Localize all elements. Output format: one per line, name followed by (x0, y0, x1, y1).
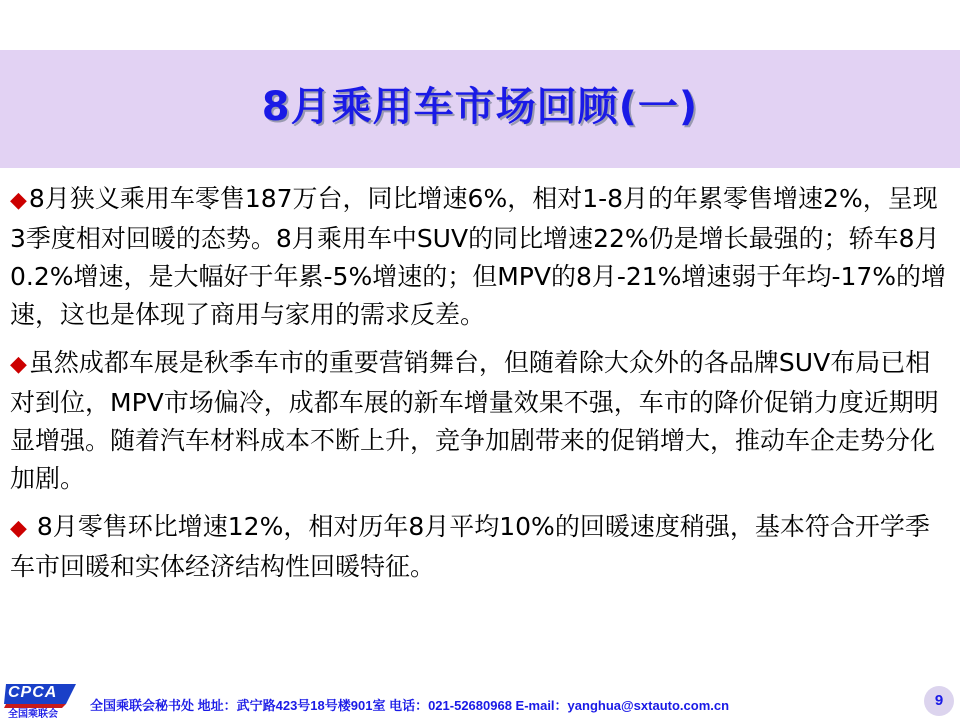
diamond-bullet-icon: ◆ (10, 516, 27, 541)
logo-text: CPCA (8, 684, 58, 701)
slide-body (10, 180, 950, 596)
diamond-bullet-icon: ◆ (10, 352, 27, 377)
page-number: 9 (924, 686, 954, 716)
paragraph-3 (10, 508, 950, 586)
footer-contact: 全国乘联会秘书处 地址：武宁路423号18号楼901室 电话：021-52680968 E-mail：yanghua@sxtauto.com.cn (90, 698, 730, 713)
paragraph-1 (10, 180, 950, 334)
paragraph-text: 8月零售环比增速12%，相对历年8月平均10%的回暖速度稍强，基本符合开学季车市回暖和实体经济结构性回暖特征。 (10, 512, 930, 581)
paragraph-2 (10, 344, 950, 498)
paragraph-text: 8月狭义乘用车零售187万台，同比增速6%，相对1-8月的年累零售增速2%，呈现3季度相对回暖的态势。8月乘用车中SUV的同比增速22%仍是增长最强的；轿车8月0.2%增速，是大幅好于年累-5%增速的；但MPV的8月-21%增速弱于年均-17%的增速，这也是体现了商用与家用的需求反差。 (10, 184, 947, 329)
paragraph-text: 虽然成都车展是秋季车市的重要营销舞台，但随着除大众外的各品牌SUV布局已相对到位，MPV市场偏冷，成都车展的新车增量效果不强，车市的降价促销力度近期明显增强。随着汽车材料成本不断上升，竞争加剧带来的促销增大，推动车企走势分化加剧。 (10, 348, 939, 493)
logo-subtitle: 全国乘联会 (8, 709, 58, 720)
slide-title: 8月乘用车市场回顾(一) (261, 84, 699, 130)
diamond-bullet-icon: ◆ (10, 188, 27, 213)
